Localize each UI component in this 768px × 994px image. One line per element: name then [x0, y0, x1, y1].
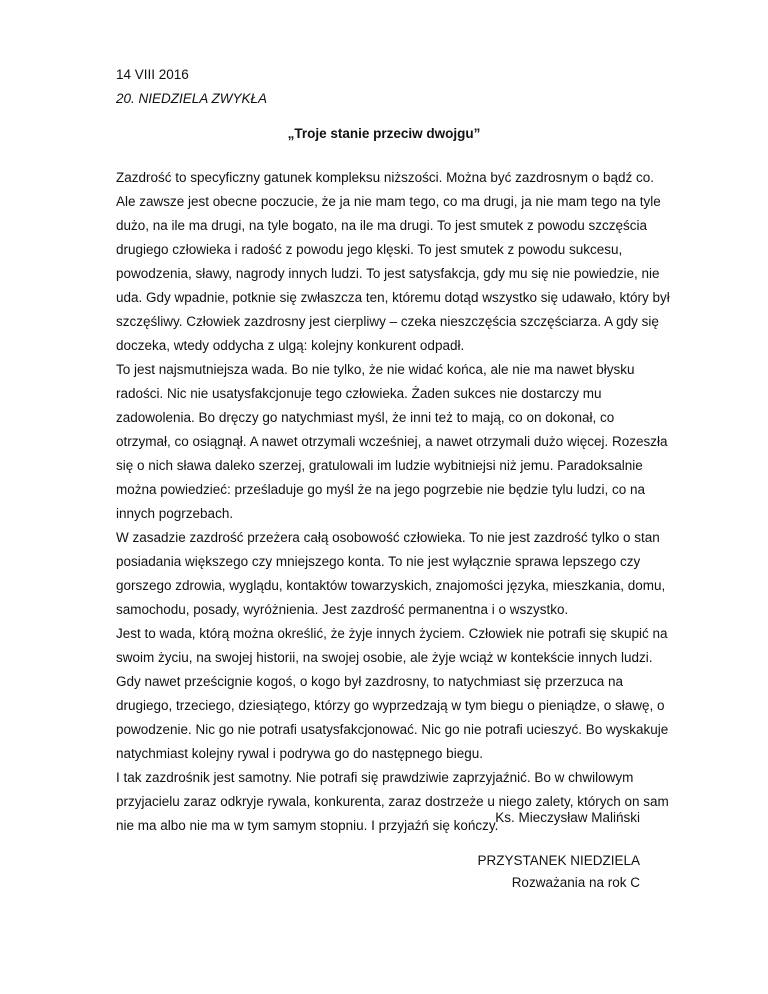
paragraph-line: uda. Gdy wpadnie, potknie się zwłaszcza ten, któremu dotąd wszystko się udawało, który był [116, 290, 670, 305]
paragraph-line: Jest to wada, którą można określić, że żyje innych życiem. Człowiek nie potrafi się skupić na [116, 626, 668, 641]
date-line: 14 VIII 2016 [116, 67, 189, 82]
document-title: „Troje stanie przeciw dwojgu” [287, 126, 481, 141]
paragraph [116, 622, 669, 766]
paragraph-line: powodzenia, sławy, nagrody innych ludzi. To jest satysfakcja, gdy mu się nie powiedzie, nie [116, 266, 660, 281]
paragraph-line: Zazdrość to specyficzny gatunek kompleksu niższości. Można być zazdrosnym o bądź co. [116, 170, 654, 185]
source-title: PRZYSTANEK NIEDZIELA [477, 853, 640, 868]
paragraph-line: swoim życiu, na swojej historii, na swojej osobie, ale żyje wciąż w kontekście innych ludzi. [116, 650, 653, 665]
paragraph-line: gorszego zdrowia, wyglądu, kontaktów towarzyskich, znajomości języka, mieszkania, domu, [116, 578, 666, 593]
paragraph-line: radości. Nic nie usatysfakcjonuje tego człowieka. Żaden sukces nie dostarczy mu [116, 386, 602, 401]
paragraph-line: drugiego człowieka i radość z powodu jego klęski. To jest smutek z powodu sukcesu, [116, 242, 623, 257]
source-reference [477, 850, 640, 894]
body-text [116, 166, 670, 838]
paragraph-line: się o nich sława daleko szerzej, gratulowali im ludzie wybitniejsi niż jemu. Paradoksalnie [116, 458, 643, 473]
paragraph-line: szczęśliwy. Człowiek zazdrosny jest cierpliwy – czeka nieszczęścia szczęściarza. A gdy się [116, 314, 659, 329]
paragraph-line: powodzenie. Nic go nie potrafi usatysfakcjonować. Nic go nie potrafi ucieszyć. Bo wyskakuje [116, 722, 669, 737]
liturgical-sunday: 20. NIEDZIELA ZWYKŁA [116, 91, 268, 106]
paragraph [116, 358, 668, 526]
paragraph [116, 526, 666, 622]
paragraph-line: zadowolenia. Bo dręczy go natychmiast myśl, że inni też to mają, co on dokonał, co [116, 410, 615, 425]
paragraph-line: natychmiast kolejny rywal i podrywa go do następnego biegu. [116, 746, 483, 761]
paragraph-line: samochodu, posady, wyróżnienia. Jest zazdrość permanentna i o wszystko. [116, 602, 569, 617]
paragraph-line: Gdy nawet prześcignie kogoś, o kogo był zazdrosny, to natychmiast się przerzuca na [116, 674, 624, 689]
paragraph-line: I tak zazdrośnik jest samotny. Nie potrafi się prawdziwie zaprzyjaźnić. Bo w chwilowym [116, 770, 634, 785]
paragraph-line: Ale zawsze jest obecne poczucie, że ja nie mam tego, co ma drugi, ja nie mam tego na tyle [116, 194, 661, 209]
paragraph-line: doczeka, wtedy oddycha z ulgą: kolejny konkurent odpadł. [116, 338, 465, 353]
paragraph [116, 166, 670, 358]
paragraph-line: To jest najsmutniejsza wada. Bo nie tylko, że nie widać końca, ale nie ma nawet błysku [116, 362, 635, 377]
paragraph-line: W zasadzie zazdrość przeżera całą osobowość człowieka. To nie jest zazdrość tylko o stan [116, 530, 660, 545]
paragraph-line: drugiego, trzeciego, dziesiątego, którzy go wyprzedzają w tym biegu o pieniądze, o sławę, o [116, 698, 665, 713]
paragraph-line: można powiedzieć: prześladuje go myśl że na jego pogrzebie nie będzie tylu ludzi, co na [116, 482, 646, 497]
paragraph-line: nie ma albo nie ma w tym samym stopniu. I przyjaźń się kończy. [116, 818, 499, 833]
paragraph [116, 766, 669, 838]
paragraph-line: otrzymał, co osiągnął. A nawet otrzymali wcześniej, a nawet otrzymali dużo więcej. Rozeszła [116, 434, 668, 449]
paragraph-line: innych pogrzebach. [116, 506, 234, 521]
source-subtitle: Rozważania na rok C [511, 875, 640, 890]
paragraph-line: dużo, na ile ma drugi, na tyle bogato, na ile ma drugi. To jest smutek z powodu szczęścia [116, 218, 648, 233]
paragraph-line: przyjacielu zaraz odkryje rywala, konkurenta, zaraz dostrzeże u niego zalety, których on sam [116, 794, 669, 809]
author-signature: Ks. Mieczysław Maliński [495, 810, 640, 825]
paragraph-line: posiadania większego czy mniejszego konta. To nie jest wyłącznie sprawa lepszego czy [116, 554, 641, 569]
